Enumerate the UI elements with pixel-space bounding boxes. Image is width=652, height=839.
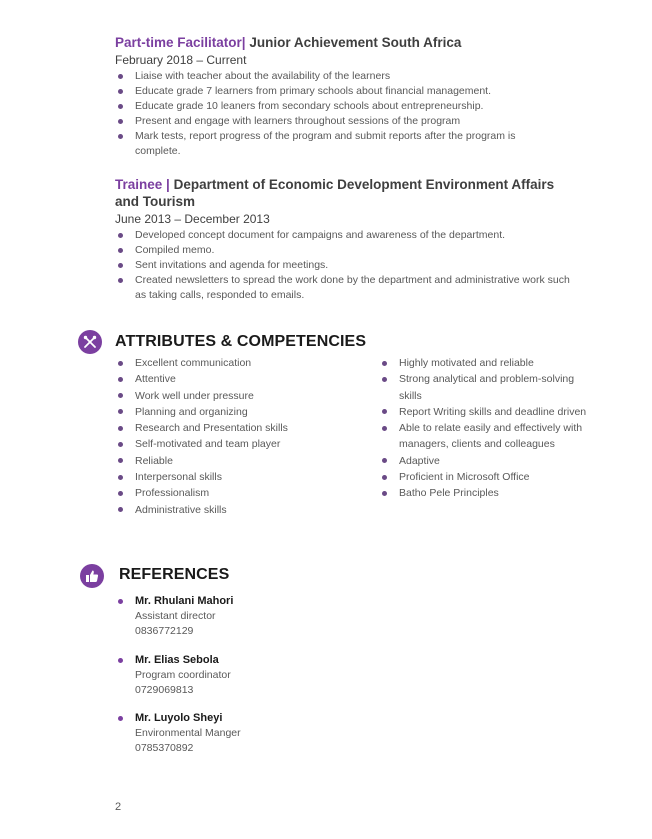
reference-name-text: Mr. Rhulani Mahori: [135, 595, 234, 607]
title-separator: |: [166, 177, 170, 192]
duty-text: Educate grade 7 learners from primary schools about financial management.: [135, 85, 492, 97]
duty-item: [115, 84, 575, 99]
attribute-item: [115, 404, 355, 420]
job-title: [115, 34, 575, 51]
attribute-item: [115, 502, 355, 518]
attribute-text: Professionalism: [135, 487, 210, 500]
bullet-icon: [118, 491, 123, 496]
job-duties: [115, 228, 570, 303]
attribute-item: [115, 355, 355, 371]
job-title: [115, 176, 565, 210]
bullet-icon: [118, 134, 123, 139]
attribute-text: Self-motivated and team player: [135, 438, 281, 451]
reference-position: Environmental Manger: [135, 727, 241, 739]
attribute-item: [115, 469, 355, 485]
bullet-icon: [118, 475, 123, 480]
bullet-icon: [118, 393, 123, 398]
attribute-item: [115, 420, 355, 436]
attribute-text: Planning and organizing: [135, 405, 248, 418]
duty-item: [115, 129, 555, 159]
job-organization: Department of Economic Development Environment Affairs and Tourism: [115, 177, 555, 209]
bullet-icon: [118, 248, 123, 253]
attribute-text: Proficient in Microsoft Office: [399, 471, 530, 484]
job-dates: June 2013 – December 2013: [115, 212, 270, 226]
attributes-right-column: [379, 355, 594, 502]
job-dates: February 2018 – Current: [115, 53, 247, 67]
reference-name-text: Mr. Elias Sebola: [135, 654, 219, 666]
job-role: Part-time Facilitator: [115, 35, 242, 50]
bullet-icon: [382, 491, 387, 496]
attributes-left-column: [115, 355, 355, 518]
bullet-icon: [118, 263, 123, 268]
bullet-icon: [118, 442, 123, 447]
reference-position: Program coordinator: [135, 669, 231, 681]
reference-name: [115, 711, 415, 726]
attribute-text: Reliable: [135, 454, 173, 467]
reference-entry: [115, 653, 415, 697]
duty-text: Mark tests, report progress of the program and submit reports after the program is complete.: [135, 130, 516, 157]
bullet-icon: [382, 377, 387, 382]
duty-text: Sent invitations and agenda for meetings.: [135, 259, 329, 271]
job-organization: Junior Achievement South Africa: [249, 35, 462, 50]
attribute-item: [379, 371, 594, 404]
attribute-item: [115, 388, 355, 404]
duty-text: Created newsletters to spread the work done by the department and administrative work such as taking calls, responded to emails.: [135, 274, 570, 301]
duty-text: Developed concept document for campaigns and awareness of the department.: [135, 229, 506, 241]
attribute-text: Excellent communication: [135, 357, 252, 369]
bullet-icon: [118, 658, 123, 663]
duty-item: [115, 273, 575, 303]
bullet-icon: [382, 458, 387, 463]
job-role: Trainee: [115, 177, 163, 192]
bullet-icon: [118, 426, 123, 431]
reference-phone: 0729069813: [135, 683, 194, 696]
attribute-item: [379, 355, 594, 371]
job-entry: [115, 34, 575, 159]
attribute-item: [115, 453, 355, 469]
bullet-icon: [382, 409, 387, 414]
attribute-item: [115, 371, 355, 387]
attribute-text: Attentive: [135, 373, 176, 386]
attribute-text: Interpersonal skills: [135, 471, 222, 484]
bullet-icon: [118, 104, 123, 109]
references-heading: REFERENCES: [119, 566, 230, 583]
attribute-item: [379, 404, 594, 420]
duty-item: [115, 99, 575, 114]
reference-name: [115, 594, 415, 609]
bullet-icon: [118, 507, 123, 512]
duty-text: Liaise with teacher about the availability of the learners: [135, 70, 391, 82]
reference-phone: 0785370892: [135, 741, 194, 754]
attribute-text: Adaptive: [399, 454, 440, 467]
reference-name: [115, 653, 415, 668]
attribute-item: [379, 420, 594, 453]
duty-text: Present and engage with learners throughout sessions of the program: [135, 115, 461, 127]
attribute-text: Research and Presentation skills: [135, 422, 288, 435]
bullet-icon: [382, 361, 387, 366]
bullet-icon: [118, 599, 123, 604]
attribute-item: [379, 485, 594, 501]
tools-icon: [78, 330, 102, 354]
reference-phone: 0836772129: [135, 624, 194, 637]
bullet-icon: [382, 475, 387, 480]
attribute-item: [115, 436, 355, 452]
duty-item: [115, 69, 575, 84]
title-separator: |: [241, 35, 246, 50]
reference-name-text: Mr. Luyolo Sheyi: [135, 712, 223, 724]
bullet-icon: [118, 716, 123, 721]
duty-text: Educate grade 10 leaners from secondary schools about entrepreneurship.: [135, 100, 484, 112]
duty-item: [115, 228, 565, 243]
attribute-item: [379, 469, 594, 485]
reference-entry: [115, 711, 415, 755]
bullet-icon: [382, 426, 387, 431]
duty-item: [115, 243, 565, 258]
attribute-text: Work well under pressure: [135, 389, 254, 402]
attribute-item: [115, 485, 355, 501]
bullet-icon: [118, 119, 123, 124]
attributes-heading: ATTRIBUTES & COMPETENCIES: [115, 333, 367, 350]
bullet-icon: [118, 377, 123, 382]
attribute-text: Report Writing skills and deadline driven: [399, 405, 587, 418]
attribute-text: Strong analytical and problem-solving skills: [399, 373, 575, 402]
bullet-icon: [118, 233, 123, 238]
attribute-text: Highly motivated and reliable: [399, 357, 534, 369]
reference-position: Assistant director: [135, 610, 216, 622]
job-entry: [115, 176, 570, 303]
bullet-icon: [118, 361, 123, 366]
page-number: 2: [115, 801, 122, 813]
duty-item: [115, 258, 565, 273]
bullet-icon: [118, 278, 123, 283]
duty-text: Compiled memo.: [135, 244, 215, 256]
bullet-icon: [118, 458, 123, 463]
bullet-icon: [118, 409, 123, 414]
duty-item: [115, 114, 575, 129]
attribute-text: Able to relate easily and effectively with managers, clients and colleagues: [399, 422, 583, 451]
attribute-text: Administrative skills: [135, 503, 227, 516]
job-duties: [115, 69, 575, 159]
reference-entry: [115, 594, 415, 638]
attribute-text: Batho Pele Principles: [399, 487, 499, 500]
thumbs-up-icon: [80, 564, 104, 588]
attribute-item: [379, 453, 594, 469]
bullet-icon: [118, 89, 123, 94]
bullet-icon: [118, 74, 123, 79]
